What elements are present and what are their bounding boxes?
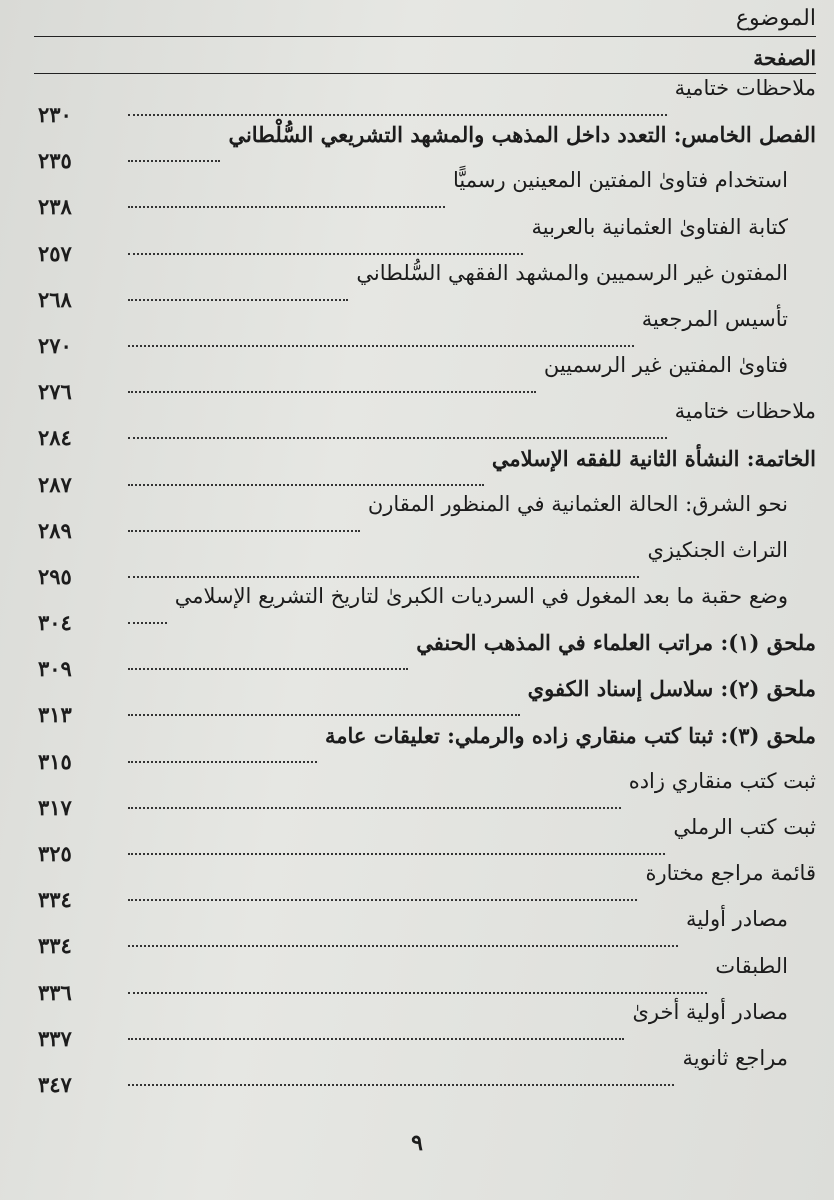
toc-entry-page: ٣١٧ [38,794,72,820]
toc-entry-page: ٣٣٧ [38,1025,72,1051]
toc-entry-title: ملحق (٣): ثبتا كتب منقاري زاده والرملي: تعليقات عامة [325,722,816,748]
toc-entry-title: قائمة مراجع مختارة [645,861,816,886]
toc-entry [38,670,816,728]
toc-entry-page: ٣٤٧ [38,1071,72,1097]
toc-entry [38,440,816,497]
toc-entry-page: ٢٣٨ [38,194,72,220]
toc-entry [38,855,816,913]
toc-entry [38,116,816,174]
topic-header: الموضوع [735,6,816,31]
toc-entry [38,763,816,820]
toc-entry [38,301,816,358]
toc-entry-title: مراجع ثانوية [682,1045,788,1070]
toc-entry [38,901,816,959]
toc-entry-page: ٣٠٤ [38,610,72,636]
toc-entry-title: ثبت كتب الرملي [673,815,816,839]
toc-entry [38,624,816,682]
toc-entry-title: المفتون غير الرسميين والمشهد الفقهي السُّلطاني [356,260,788,285]
toc-entry [38,717,816,774]
toc-entry-title: كتابة الفتاوىٰ العثمانية بالعربية [531,214,788,239]
toc-entry-page: ٢٨٩ [38,517,72,543]
toc-entry-title: مصادر أولية أخرىٰ [632,999,788,1024]
toc-entry [38,162,816,220]
toc-entry-page: ٢٨٧ [38,471,72,497]
toc-entry-title: الطبقات [715,953,788,978]
toc-entry-page: ٣١٣ [38,702,72,728]
toc-entry-title: التراث الجنكيزي [647,537,788,562]
toc-entry-title: استخدام فتاوىٰ المفتين المعينين رسميًّا [452,168,788,193]
toc-entry-title: الخاتمة: النشأة الثانية للفقه الإسلامي [491,445,816,471]
table-of-contents [38,70,816,1097]
toc-entry-title: نحو الشرق: الحالة العثمانية في المنظور المقارن [367,491,788,516]
toc-entry-page: ٢٨٤ [38,425,72,451]
page-number: ٩ [411,1130,423,1156]
toc-entry-page: ٢٧٠ [38,332,72,358]
toc-entry-title: ملاحظات ختامية [674,399,816,424]
toc-entry [38,1040,816,1097]
toc-entry-page: ٣١٥ [38,748,72,774]
toc-entry [38,994,816,1051]
toc-entry-title: وضع حقبة ما بعد المغول في السرديات الكبرىٰ لتاريخ التشريع الإسلامي [174,584,788,609]
toc-entry [38,70,816,127]
toc-entry [38,948,816,1005]
toc-entry-title: الفصل الخامس: التعدد داخل المذهب والمشهد التشريعي السُّلْطاني [228,122,816,148]
toc-entry-title: تأسيس المرجعية [641,306,788,331]
toc-entry [38,255,816,312]
toc-entry [38,486,816,543]
toc-entry [38,578,816,636]
toc-entry [38,809,816,866]
toc-entry-title: فتاوىٰ المفتين غير الرسميين [543,353,788,378]
toc-entry-title: ملحق (٢): سلاسل إسناد الكفوي [527,676,816,702]
toc-entry-title: ملاحظات ختامية [674,76,816,100]
toc-entry-page: ٢٩٥ [38,563,72,589]
dot-leader [128,1084,674,1086]
toc-entry-page: ٣٢٥ [38,841,72,866]
page-column-header: الصفحة [753,46,816,70]
toc-entry-page: ٣٣٤ [38,933,72,959]
toc-entry-title: ثبت كتب منقاري زاده [628,768,816,793]
toc-entry [38,347,816,405]
toc-entry-title: ملحق (١): مراتب العلماء في المذهب الحنفي [416,630,816,656]
toc-entry [38,209,816,266]
toc-entry-page: ٢٥٧ [38,240,72,266]
header-rule [34,36,816,37]
toc-entry [38,393,816,451]
toc-entry [38,532,816,589]
toc-entry-title: مصادر أولية [686,907,788,932]
toc-entry-page: ٢٣٠ [38,102,72,127]
toc-entry-page: ٢٦٨ [38,286,72,312]
toc-entry-page: ٢٧٦ [38,379,72,405]
toc-entry-page: ٣٣٦ [38,979,72,1005]
toc-entry-page: ٣٣٤ [38,887,72,913]
toc-entry-page: ٢٣٥ [38,148,72,174]
toc-entry-page: ٣٠٩ [38,656,72,682]
